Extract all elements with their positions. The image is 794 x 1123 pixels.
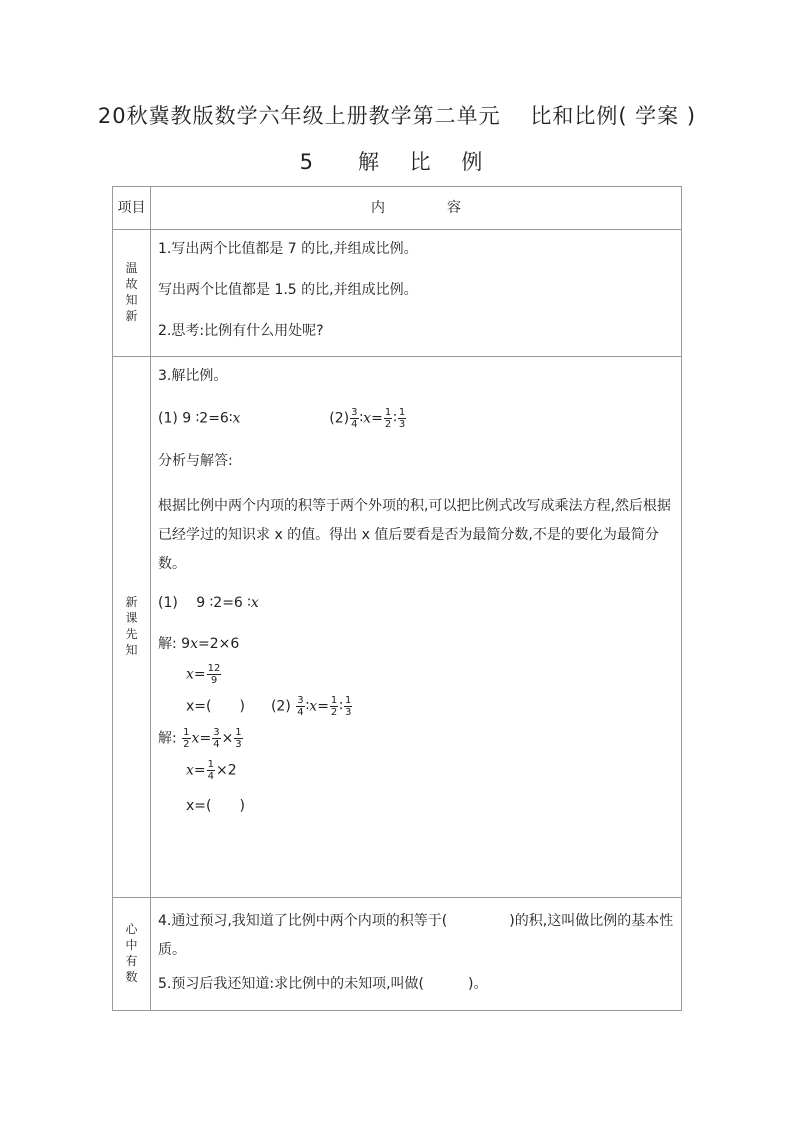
solution-1-step-2: x= $\frac{12}{9}$ — [186, 663, 221, 686]
fraction-1-2: $\frac{1}{2}$ — [330, 695, 338, 718]
section-review-row — [113, 230, 682, 357]
question-1a: 1.写出两个比值都是 7 的比,并组成比例。 — [158, 241, 418, 257]
solution-2-step-1: 解: $\frac{1}{2}$ x= $\frac{3}{4}$ × $\frac{1}{3}$ — [158, 727, 242, 750]
section-new-row — [113, 357, 682, 898]
question-3: 3.解比例。 — [158, 368, 228, 384]
answer-blank: x=( ) — [186, 698, 245, 715]
colon-sign: ∶ — [359, 410, 364, 427]
section-new-label: 新课先知 — [125, 595, 138, 657]
header-item-cell — [113, 187, 151, 230]
solution-jie: 解: — [158, 730, 177, 747]
fraction-12-9: $\frac{12}{9}$ — [207, 663, 221, 686]
var-x: x — [232, 410, 241, 427]
question-2: 2.思考:比例有什么用处呢? — [158, 323, 324, 339]
var-x: x — [363, 410, 372, 427]
header-content-cell — [151, 187, 682, 230]
solution-1-label: (1) 9 ∶2=6 ∶ — [158, 595, 251, 611]
solution-2-answer: x=( ) — [186, 798, 245, 814]
section-review-label-cell — [113, 230, 151, 357]
solution-1-step-1: 解: 9x=2×6 — [158, 636, 240, 652]
section-new-content — [151, 357, 682, 898]
problem-list — [158, 407, 674, 430]
question-5: 5.预习后我还知道:求比例中的未知项,叫做( )。 — [158, 976, 488, 992]
header-content-label: 内 容 — [371, 200, 485, 216]
var-x: x — [250, 595, 259, 611]
fraction-3-4: $\frac{3}{4}$ — [351, 407, 358, 430]
fraction-3-4: $\frac{3}{4}$ — [297, 695, 304, 718]
section-summary-content — [151, 898, 682, 1011]
fraction-1-3: $\frac{1}{3}$ — [344, 695, 352, 718]
var-x: x — [190, 636, 198, 652]
section-summary-row — [113, 898, 682, 1011]
solution-1-problem — [158, 593, 674, 613]
page-title: 20秋冀教版数学六年级上册教学第二单元 比和比例( 学案 ) — [97, 104, 697, 128]
question-1b: 写出两个比值都是 1.5 的比,并组成比例。 — [158, 282, 418, 298]
section-summary-label-cell — [113, 898, 151, 1011]
fraction-3-4: $\frac{3}{4}$ — [213, 727, 220, 750]
solution-2-label: (2) — [270, 698, 291, 715]
problem-1-text: (1) 9 ∶2=6∶ — [158, 410, 233, 427]
problem-2-label: (2) — [329, 410, 350, 427]
fraction-1-3: $\frac{1}{3}$ — [398, 407, 406, 430]
question-4: 4.通过预习,我知道了比例中两个内项的积等于( )的积,这叫做比例的基本性质。 — [158, 913, 674, 958]
fraction-1-3: $\frac{1}{3}$ — [235, 727, 242, 750]
solution-2-step-2: x= $\frac{1}{4}$ ×2 — [186, 759, 237, 782]
solution-1-answer: x=( ) (2) $\frac{3}{4}$ ∶x= $\frac{1}{2}$ ∶ $\frac{1}{3}$ — [186, 695, 352, 718]
fraction-1-2: $\frac{1}{2}$ — [183, 727, 190, 750]
fraction-1-2: $\frac{1}{2}$ — [384, 407, 392, 430]
fraction-1-4: $\frac{1}{4}$ — [207, 759, 215, 782]
analysis-title: 分析与解答: — [158, 453, 233, 469]
section-summary-label: 心中有数 — [125, 922, 138, 984]
section-review-label: 温故知新 — [125, 261, 138, 323]
table-header-row — [113, 187, 682, 230]
var-x: x — [309, 698, 318, 715]
solution-jie: 解: — [158, 636, 177, 652]
section-review-content — [151, 230, 682, 357]
section-new-label-cell — [113, 357, 151, 898]
equals-sign: = — [371, 410, 383, 427]
header-item-label: 项目 — [117, 200, 146, 216]
colon-sign: ∶ — [393, 410, 397, 427]
lesson-subtitle: 5 解 比 例 — [299, 150, 495, 174]
analysis-body: 根据比例中两个内项的积等于两个外项的积,可以把比例式改写成乘法方程,然后根据已经学过的知识求 x 的值。得出 x 值后要看是否为最简分数,不是的要化为最简分数。 — [158, 498, 671, 572]
worksheet-table — [112, 186, 682, 1011]
